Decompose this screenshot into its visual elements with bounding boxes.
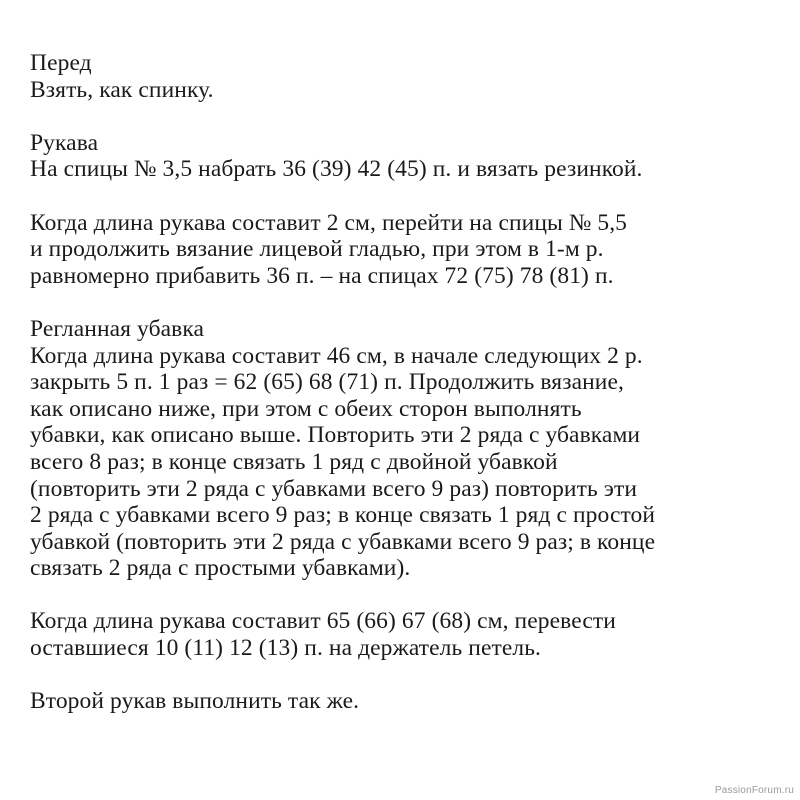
- paragraph-sleeve-length: [30, 210, 790, 290]
- paragraph-gap: [30, 289, 790, 316]
- text-line: На спицы № 3,5 набрать 36 (39) 42 (45) п. и вязать резинкой.: [30, 156, 643, 183]
- section-heading: Рукава: [30, 129, 99, 156]
- paragraph-gap: [30, 662, 790, 689]
- paragraph-gap: [30, 183, 790, 210]
- text-line: равномерно прибавить 36 п. – на спицах 72 (75) 78 (81) п.: [30, 262, 614, 289]
- document-page: [30, 50, 790, 715]
- text-line: Взять, как спинку.: [30, 76, 214, 103]
- text-line: как описано ниже, при этом с обеих сторон выполнять: [30, 395, 582, 422]
- text-line: Когда длина рукава составит 65 (66) 67 (68) см, перевести: [30, 608, 616, 635]
- paragraph-gap: [30, 582, 790, 609]
- section-heading: Регланная убавка: [30, 315, 205, 342]
- text-line: всего 8 раз; в конце связать 1 ряд с двойной убавкой: [30, 448, 558, 475]
- paragraph-gap: [30, 103, 790, 130]
- text-line: Когда длина рукава составит 46 см, в начале следующих 2 р.: [30, 342, 643, 369]
- text-line: оставшиеся 10 (11) 12 (13) п. на держатель петель.: [30, 635, 542, 662]
- text-line: (повторить эти 2 ряда с убавками всего 9 раз) повторить эти: [30, 475, 637, 502]
- paragraph-holder: [30, 608, 790, 661]
- text-line: 2 ряда с убавками всего 9 раз; в конце связать 1 ряд с простой: [30, 502, 656, 529]
- text-line: Когда длина рукава составит 2 см, перейти на спицы № 5,5: [30, 209, 628, 236]
- text-line: убавки, как описано выше. Повторить эти 2 ряда с убавками: [30, 422, 641, 449]
- text-line: закрыть 5 п. 1 раз = 62 (65) 68 (71) п. Продолжить вязание,: [30, 369, 624, 396]
- text-line: убавкой (повторить эти 2 ряда с убавками всего 9 раз; в конце: [30, 528, 656, 555]
- paragraph-second-sleeve: [30, 688, 790, 715]
- section-sleeves: [30, 130, 790, 183]
- watermark: PassionForum.ru: [714, 785, 794, 796]
- section-front: [30, 50, 790, 103]
- text-line: Второй рукав выполнить так же.: [30, 688, 360, 715]
- section-raglan-decrease: [30, 316, 790, 582]
- section-heading: Перед: [30, 50, 92, 76]
- text-line: связать 2 ряда с простыми убавками).: [30, 555, 411, 582]
- text-line: и продолжить вязание лицевой гладью, при этом в 1-м р.: [30, 236, 604, 263]
